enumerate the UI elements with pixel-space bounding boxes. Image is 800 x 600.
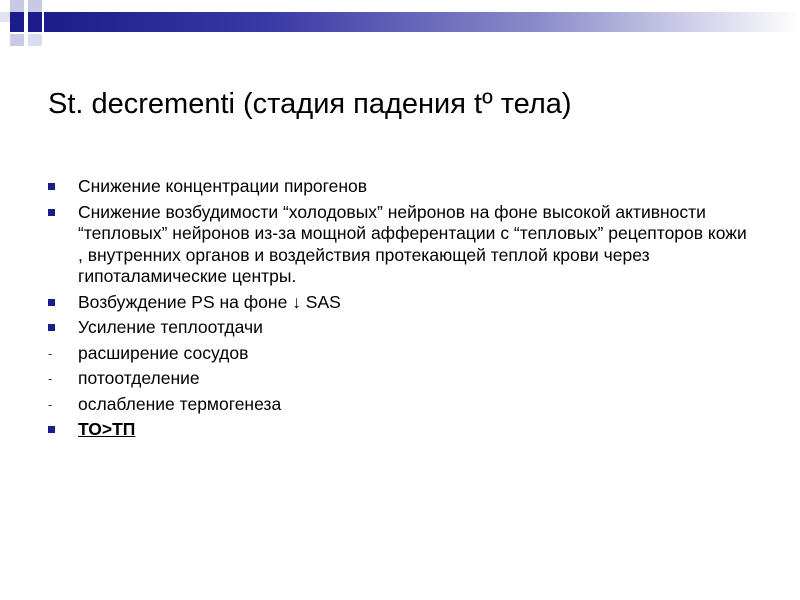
square-bullet-icon xyxy=(48,183,55,190)
list-item xyxy=(48,202,748,288)
list-item-text: Возбуждение PS на фоне ↓ SAS xyxy=(78,291,341,312)
list-item xyxy=(48,176,748,198)
slide-title: St. decrementi (стадия падения tº тела) xyxy=(48,88,572,120)
list-item xyxy=(48,419,748,441)
dash-bullet-icon: - xyxy=(48,345,53,361)
dash-bullet-icon: - xyxy=(48,371,53,386)
square-bullet-icon xyxy=(48,299,55,306)
square-bullet-icon xyxy=(48,324,55,331)
square-bullet-icon xyxy=(48,426,55,433)
list-item xyxy=(48,343,748,365)
list-item-text: Снижение возбудимости “холодовых” нейронов на фоне высокой активности “тепловых” нейронов из-за мощной афферентации с “тепловых” рецепторов кожи , внутренних органов и воздействия протекающей теплой крови через гипоталамические центры. xyxy=(78,201,747,286)
list-item xyxy=(48,394,748,416)
bullet-list xyxy=(48,176,748,445)
list-item-text: ослабление термогенеза xyxy=(78,393,282,414)
list-item xyxy=(48,317,748,339)
list-item xyxy=(48,292,748,314)
header-gradient-bar xyxy=(44,12,800,32)
list-item-text: ТО>ТП xyxy=(78,419,136,439)
list-item-text: Снижение концентрации пирогенов xyxy=(78,176,368,196)
square-bullet-icon xyxy=(48,209,55,216)
list-item xyxy=(48,368,748,390)
dash-bullet-icon: - xyxy=(48,396,53,412)
list-item-text: Усиление теплоотдачи xyxy=(78,317,263,337)
list-item-text: расширение сосудов xyxy=(78,342,249,363)
list-item-text: потоотделение xyxy=(78,368,200,388)
